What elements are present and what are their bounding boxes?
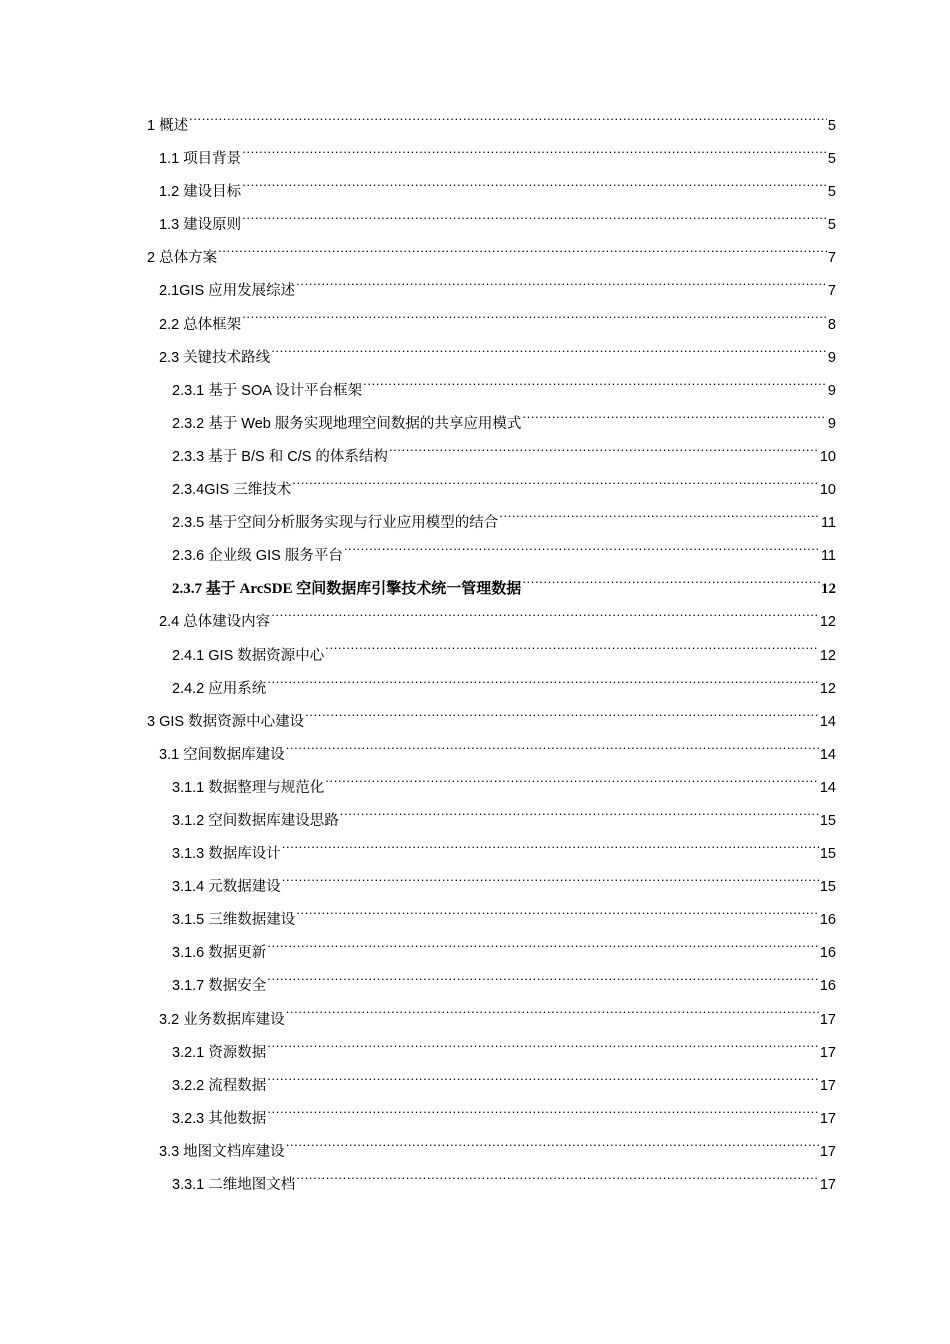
- toc-entry-page-number: 11: [820, 548, 836, 565]
- toc-dot-leader: [522, 413, 827, 428]
- toc-entry-title: 2.3.7 基于 ArcSDE 空间数据库引擎技术统一管理数据: [172, 581, 522, 598]
- toc-dot-leader: [305, 711, 819, 726]
- toc-dot-leader: [242, 182, 827, 197]
- toc-entry[interactable]: [147, 540, 836, 573]
- toc-entry-page-number: 15: [819, 846, 836, 863]
- toc-entry-page-number: 9: [827, 415, 836, 432]
- toc-entry[interactable]: [147, 342, 836, 375]
- toc-entry[interactable]: [147, 507, 836, 540]
- toc-entry-title: 3.1.2 空间数据库建设思路: [172, 812, 339, 829]
- toc-entry[interactable]: [147, 110, 836, 143]
- toc-dot-leader: [282, 844, 819, 859]
- toc-entry[interactable]: [147, 739, 836, 772]
- toc-entry-page-number: 9: [827, 382, 836, 399]
- toc-entry-page-number: 17: [819, 1077, 836, 1094]
- toc-entry-page-number: 17: [819, 1110, 836, 1127]
- toc-entry[interactable]: [147, 441, 836, 474]
- toc-entry[interactable]: [147, 1037, 836, 1070]
- toc-entry[interactable]: [147, 1004, 836, 1037]
- toc-entry-page-number: 14: [819, 746, 836, 763]
- toc-dot-leader: [267, 1075, 819, 1090]
- toc-entry-title: 2.3.3 基于 B/S 和 C/S 的体系结构: [172, 448, 388, 465]
- toc-dot-leader: [363, 380, 827, 395]
- toc-dot-leader: [286, 1141, 819, 1156]
- toc-entry-title: 3.1.4 元数据建设: [172, 879, 281, 896]
- toc-entry-title: 2.4.2 应用系统: [172, 680, 267, 697]
- toc-entry-title: 2.3.2 基于 Web 服务实现地理空间数据的共享应用模式: [172, 415, 522, 432]
- toc-dot-leader: [271, 612, 819, 627]
- toc-entry[interactable]: [147, 805, 836, 838]
- toc-entry-title: 3.1 空间数据库建设: [159, 746, 285, 763]
- toc-dot-leader: [267, 1042, 819, 1057]
- toc-entry-page-number: 12: [819, 647, 836, 664]
- toc-entry-page-number: 12: [819, 680, 836, 697]
- toc-entry-title: 1.2 建设目标: [159, 184, 242, 201]
- toc-entry-title: 1 概述: [147, 118, 189, 134]
- toc-entry[interactable]: [147, 970, 836, 1003]
- toc-dot-leader: [267, 976, 819, 991]
- toc-entry-title: 2.4 总体建设内容: [159, 614, 271, 631]
- toc-entry[interactable]: [147, 1103, 836, 1136]
- toc-entry[interactable]: [147, 573, 836, 606]
- toc-entry[interactable]: [147, 275, 836, 308]
- toc-entry-title: 2 总体方案: [147, 250, 218, 267]
- toc-entry-title: 2.3 关键技术路线: [159, 349, 271, 366]
- toc-dot-leader: [242, 314, 827, 329]
- toc-dot-leader: [218, 248, 827, 263]
- toc-entry-title: 3.1.7 数据安全: [172, 978, 267, 995]
- toc-dot-leader: [292, 480, 819, 495]
- toc-entry-page-number: 14: [819, 713, 836, 730]
- toc-entry[interactable]: [147, 1136, 836, 1169]
- toc-dot-leader: [499, 513, 820, 528]
- toc-entry-page-number: 16: [819, 912, 836, 929]
- toc-dot-leader: [267, 678, 819, 693]
- toc-entry[interactable]: [147, 871, 836, 904]
- toc-entry[interactable]: [147, 706, 836, 739]
- toc-entry[interactable]: [147, 408, 836, 441]
- toc-entry-page-number: 15: [819, 879, 836, 896]
- toc-entry[interactable]: [147, 772, 836, 805]
- toc-entry[interactable]: [147, 209, 836, 242]
- toc-dot-leader: [340, 810, 819, 825]
- toc-entry[interactable]: [147, 673, 836, 706]
- toc-entry[interactable]: [147, 143, 836, 176]
- toc-dot-leader: [271, 347, 827, 362]
- toc-entry-title: 3.1.1 数据整理与规范化: [172, 779, 325, 796]
- toc-entry-title: 3.1.3 数据库设计: [172, 846, 281, 863]
- toc-dot-leader: [242, 149, 827, 164]
- toc-dot-leader: [344, 546, 820, 561]
- toc-entry-title: 2.2 总体框架: [159, 316, 242, 333]
- toc-entry-title: 2.4.1 GIS 数据资源中心: [172, 647, 325, 664]
- toc-entry-page-number: 10: [819, 482, 836, 499]
- toc-entry-page-number: 7: [827, 283, 836, 300]
- toc-dot-leader: [522, 579, 820, 594]
- toc-dot-leader: [242, 215, 827, 230]
- toc-entry[interactable]: [147, 1070, 836, 1103]
- toc-dot-leader: [286, 1009, 819, 1024]
- toc-entry-title: 3.1.6 数据更新: [172, 945, 267, 962]
- toc-dot-leader: [267, 943, 819, 958]
- toc-entry-page-number: 9: [827, 349, 836, 366]
- toc-dot-leader: [267, 1108, 819, 1123]
- toc-dot-leader: [325, 645, 819, 660]
- toc-entry-page-number: 17: [819, 1177, 836, 1193]
- toc-entry-title: 3 GIS 数据资源中心建设: [147, 713, 305, 730]
- toc-entry-page-number: 5: [827, 217, 836, 234]
- toc-dot-leader: [296, 1175, 819, 1190]
- toc-entry-title: 3.3 地图文档库建设: [159, 1143, 285, 1160]
- toc-entry-title: 3.2.1 资源数据: [172, 1044, 267, 1061]
- toc-entry-page-number: 11: [820, 515, 836, 532]
- toc-entry[interactable]: [147, 474, 836, 507]
- toc-entry[interactable]: [147, 838, 836, 871]
- toc-entry-page-number: 7: [827, 250, 836, 267]
- toc-entry[interactable]: [147, 1169, 836, 1202]
- toc-entry-title: 3.1.5 三维数据建设: [172, 912, 296, 929]
- toc-entry-page-number: 10: [819, 448, 836, 465]
- toc-entry[interactable]: [147, 309, 836, 342]
- toc-entry-page-number: 12: [819, 614, 836, 631]
- toc-dot-leader: [296, 281, 827, 296]
- toc-entry-page-number: 17: [819, 1044, 836, 1061]
- toc-entry[interactable]: [147, 606, 836, 639]
- toc-entry[interactable]: [147, 375, 836, 408]
- toc-entry-page-number: 16: [819, 945, 836, 962]
- toc-entry-title: 3.2.2 流程数据: [172, 1077, 267, 1094]
- toc-entry-title: 1.3 建设原则: [159, 217, 242, 234]
- toc-dot-leader: [189, 116, 827, 131]
- toc-entry[interactable]: [147, 640, 836, 673]
- toc-entry-page-number: 16: [819, 978, 836, 995]
- toc-entry-page-number: 17: [819, 1011, 836, 1028]
- table-of-contents: [147, 110, 836, 1202]
- toc-entry-title: 2.3.5 基于空间分析服务实现与行业应用模型的结合: [172, 515, 499, 532]
- toc-entry[interactable]: [147, 904, 836, 937]
- toc-entry[interactable]: [147, 176, 836, 209]
- toc-entry-title: 2.3.6 企业级 GIS 服务平台: [172, 548, 343, 565]
- toc-entry-page-number: 5: [827, 151, 836, 168]
- toc-entry-page-number: 5: [827, 118, 836, 134]
- toc-entry-title: 3.2.3 其他数据: [172, 1110, 267, 1127]
- toc-dot-leader: [325, 777, 819, 792]
- toc-entry-title: 1.1 项目背景: [159, 151, 242, 168]
- toc-entry-page-number: 15: [819, 812, 836, 829]
- toc-dot-leader: [389, 446, 819, 461]
- toc-entry-title: 2.1GIS 应用发展综述: [159, 283, 296, 300]
- toc-entry-page-number: 17: [819, 1143, 836, 1160]
- toc-entry[interactable]: [147, 242, 836, 275]
- toc-entry-title: 2.3.4GIS 三维技术: [172, 482, 292, 499]
- toc-entry-page-number: 14: [819, 779, 836, 796]
- toc-dot-leader: [296, 910, 819, 925]
- toc-entry-page-number: 8: [827, 316, 836, 333]
- toc-entry-title: 3.3.1 二维地图文档: [172, 1177, 296, 1193]
- toc-entry-title: 2.3.1 基于 SOA 设计平台框架: [172, 382, 363, 399]
- toc-dot-leader: [282, 877, 819, 892]
- toc-entry-page-number: 5: [827, 184, 836, 201]
- toc-entry[interactable]: [147, 937, 836, 970]
- toc-entry-page-number: 12: [821, 581, 836, 598]
- toc-dot-leader: [286, 744, 819, 759]
- toc-entry-title: 3.2 业务数据库建设: [159, 1011, 285, 1028]
